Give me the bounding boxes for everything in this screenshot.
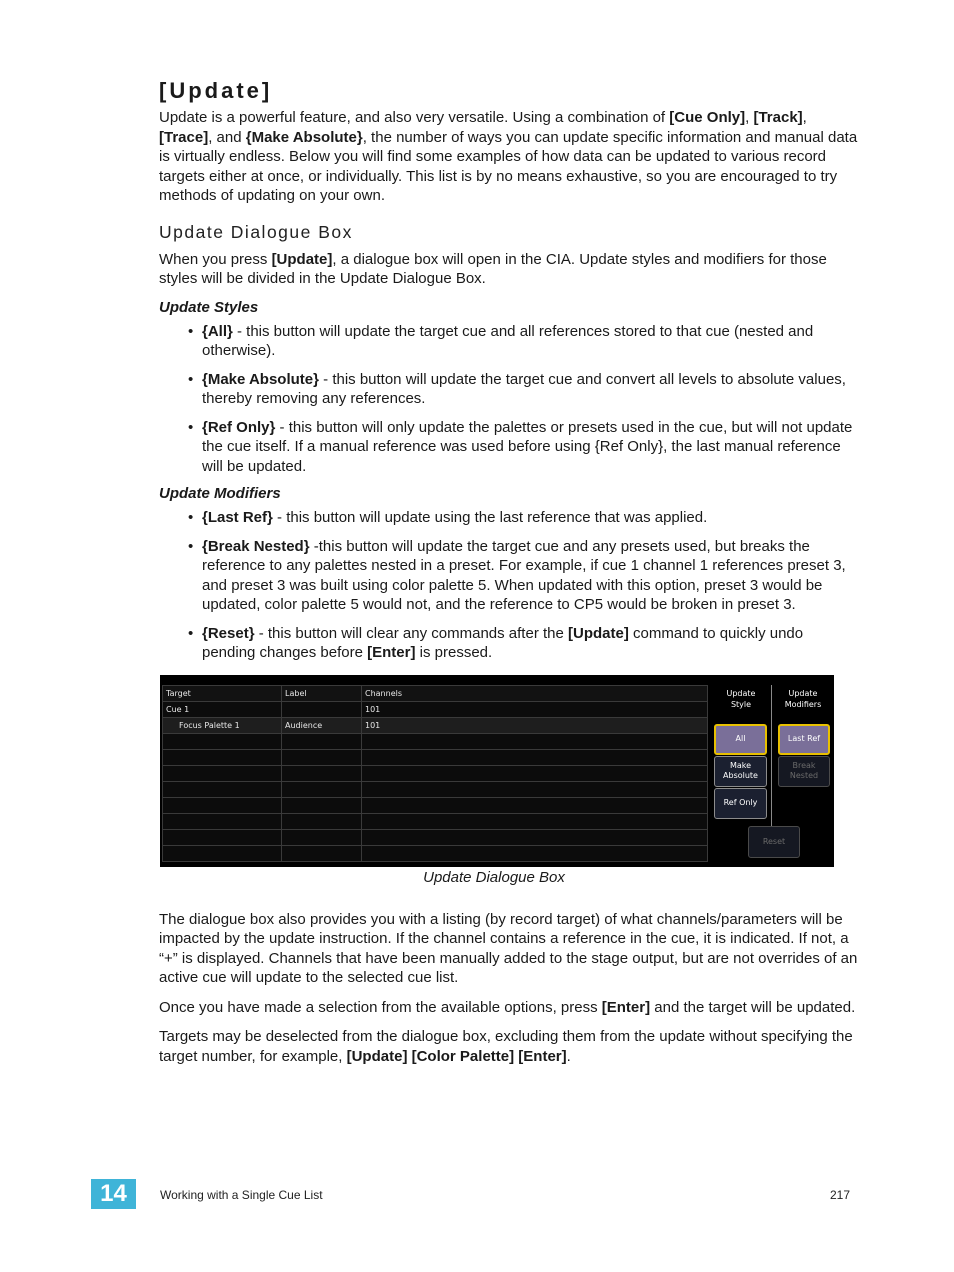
last-ref-button[interactable]: Last Ref [778, 724, 830, 755]
channels-cell: 101 [362, 701, 708, 717]
page-number: 217 [830, 1188, 851, 1202]
modifier-item-last-ref: • {Last Ref} - this button will update using the last reference that was applied. [159, 508, 859, 528]
footer-chapter-title: Working with a Single Cue List [160, 1188, 323, 1202]
table-header-row [163, 685, 708, 701]
intro-paragraph: Update is a powerful feature, and also very versatile. Using a combination of [Cue Only], [Track], [Trace], and {Make Absolute}, the number of ways you can update specific information and manual data is virtually endless. Below you will find some examples of how data can be updated to various record targets either at once, or individually. This list is by no means exhaustive, so you are encouraged to try methods of updating on your own. [159, 109, 858, 204]
style-item-ref-only: • {Ref Only} - this button will only update the palettes or presets used in the cue, but will not update the cue itself. If a manual reference was used before using {Ref Only}, the last manual reference will be updated. [159, 418, 859, 477]
table-row-empty [163, 797, 708, 813]
ref-only-button[interactable]: Ref Only [714, 788, 767, 819]
table-row-empty [163, 813, 708, 829]
table-row-empty [163, 845, 708, 861]
table-row-empty [163, 765, 708, 781]
table-row-empty [163, 733, 708, 749]
break-nested-button[interactable]: Break Nested [778, 756, 830, 787]
update-modifiers-list [159, 508, 859, 663]
update-styles-title: Update Styles [159, 298, 259, 316]
table-row[interactable] [163, 701, 708, 717]
target-cell: Focus Palette 1 [163, 717, 282, 733]
body-paragraph: Targets may be deselected from the dialogue box, excluding them from the update without specifying the target number, for example, [Update] [Color Palette] [Enter]. [159, 1028, 853, 1065]
column-header-channels: Channels [362, 685, 708, 701]
all-button[interactable]: All [714, 724, 767, 755]
body-paragraph: The dialogue box also provides you with a listing (by record target) of what channels/parameters will be impacted by the update instruction. If the channel contains a reference in the cue, it is indicated. If not, a “+” is displayed. Channels that have been manually added to the stage output, but are not overrides of an active cue will update to the selected cue list. [159, 910, 858, 986]
table-row-empty [163, 749, 708, 765]
page-heading: [Update] [159, 78, 273, 103]
column-header-label: Label [282, 685, 362, 701]
table-row[interactable] [163, 717, 708, 733]
update-dialogue-box-screenshot [160, 675, 834, 867]
chapter-number-badge: 14 [91, 1179, 136, 1209]
body-paragraph: Once you have made a selection from the available options, press [Enter] and the target will be updated. [159, 998, 856, 1016]
section-intro-paragraph: When you press [Update], a dialogue box will open in the CIA. Update styles and modifiers for those styles will be divided in the Update Dialogue Box. [159, 250, 827, 287]
figure-caption: Update Dialogue Box [423, 868, 565, 886]
make-absolute-button[interactable]: Make Absolute [714, 756, 767, 787]
update-modifiers-header: Update Modifiers [784, 688, 822, 709]
channels-cell: 101 [362, 717, 708, 733]
panel-divider [771, 685, 772, 849]
section-title: Update Dialogue Box [159, 221, 353, 242]
style-item-all: • {All} - this button will update the target cue and all references stored to that cue (nested and otherwise). [159, 322, 859, 361]
target-cell: Cue 1 [163, 701, 282, 717]
targets-table [162, 685, 708, 862]
table-row-empty [163, 781, 708, 797]
label-cell [282, 701, 362, 717]
reset-button[interactable]: Reset [748, 826, 800, 858]
style-item-make-absolute: • {Make Absolute} - this button will update the target cue and convert all levels to absolute values, thereby removing any references. [159, 370, 859, 409]
modifier-item-reset: • {Reset} - this button will clear any commands after the [Update] command to quickly undo pending changes before [Enter] is pressed. [159, 624, 859, 663]
page-content [159, 78, 859, 1076]
column-header-target: Target [163, 685, 282, 701]
update-style-header: Update Style [726, 688, 756, 709]
update-styles-list [159, 322, 859, 477]
table-row-empty [163, 829, 708, 845]
label-cell: Audience [282, 717, 362, 733]
update-modifiers-title: Update Modifiers [159, 485, 281, 502]
modifier-item-break-nested: • {Break Nested} -this button will update the target cue and any presets used, but breaks the reference to any palettes nested in a preset. For example, if cue 1 channel 1 references preset 3, and preset 3 was built using color palette 5. When updated with this option, preset 3 would be updated, color palette 5 would not, and the reference to CP5 would be broken in preset 3. [159, 537, 859, 615]
